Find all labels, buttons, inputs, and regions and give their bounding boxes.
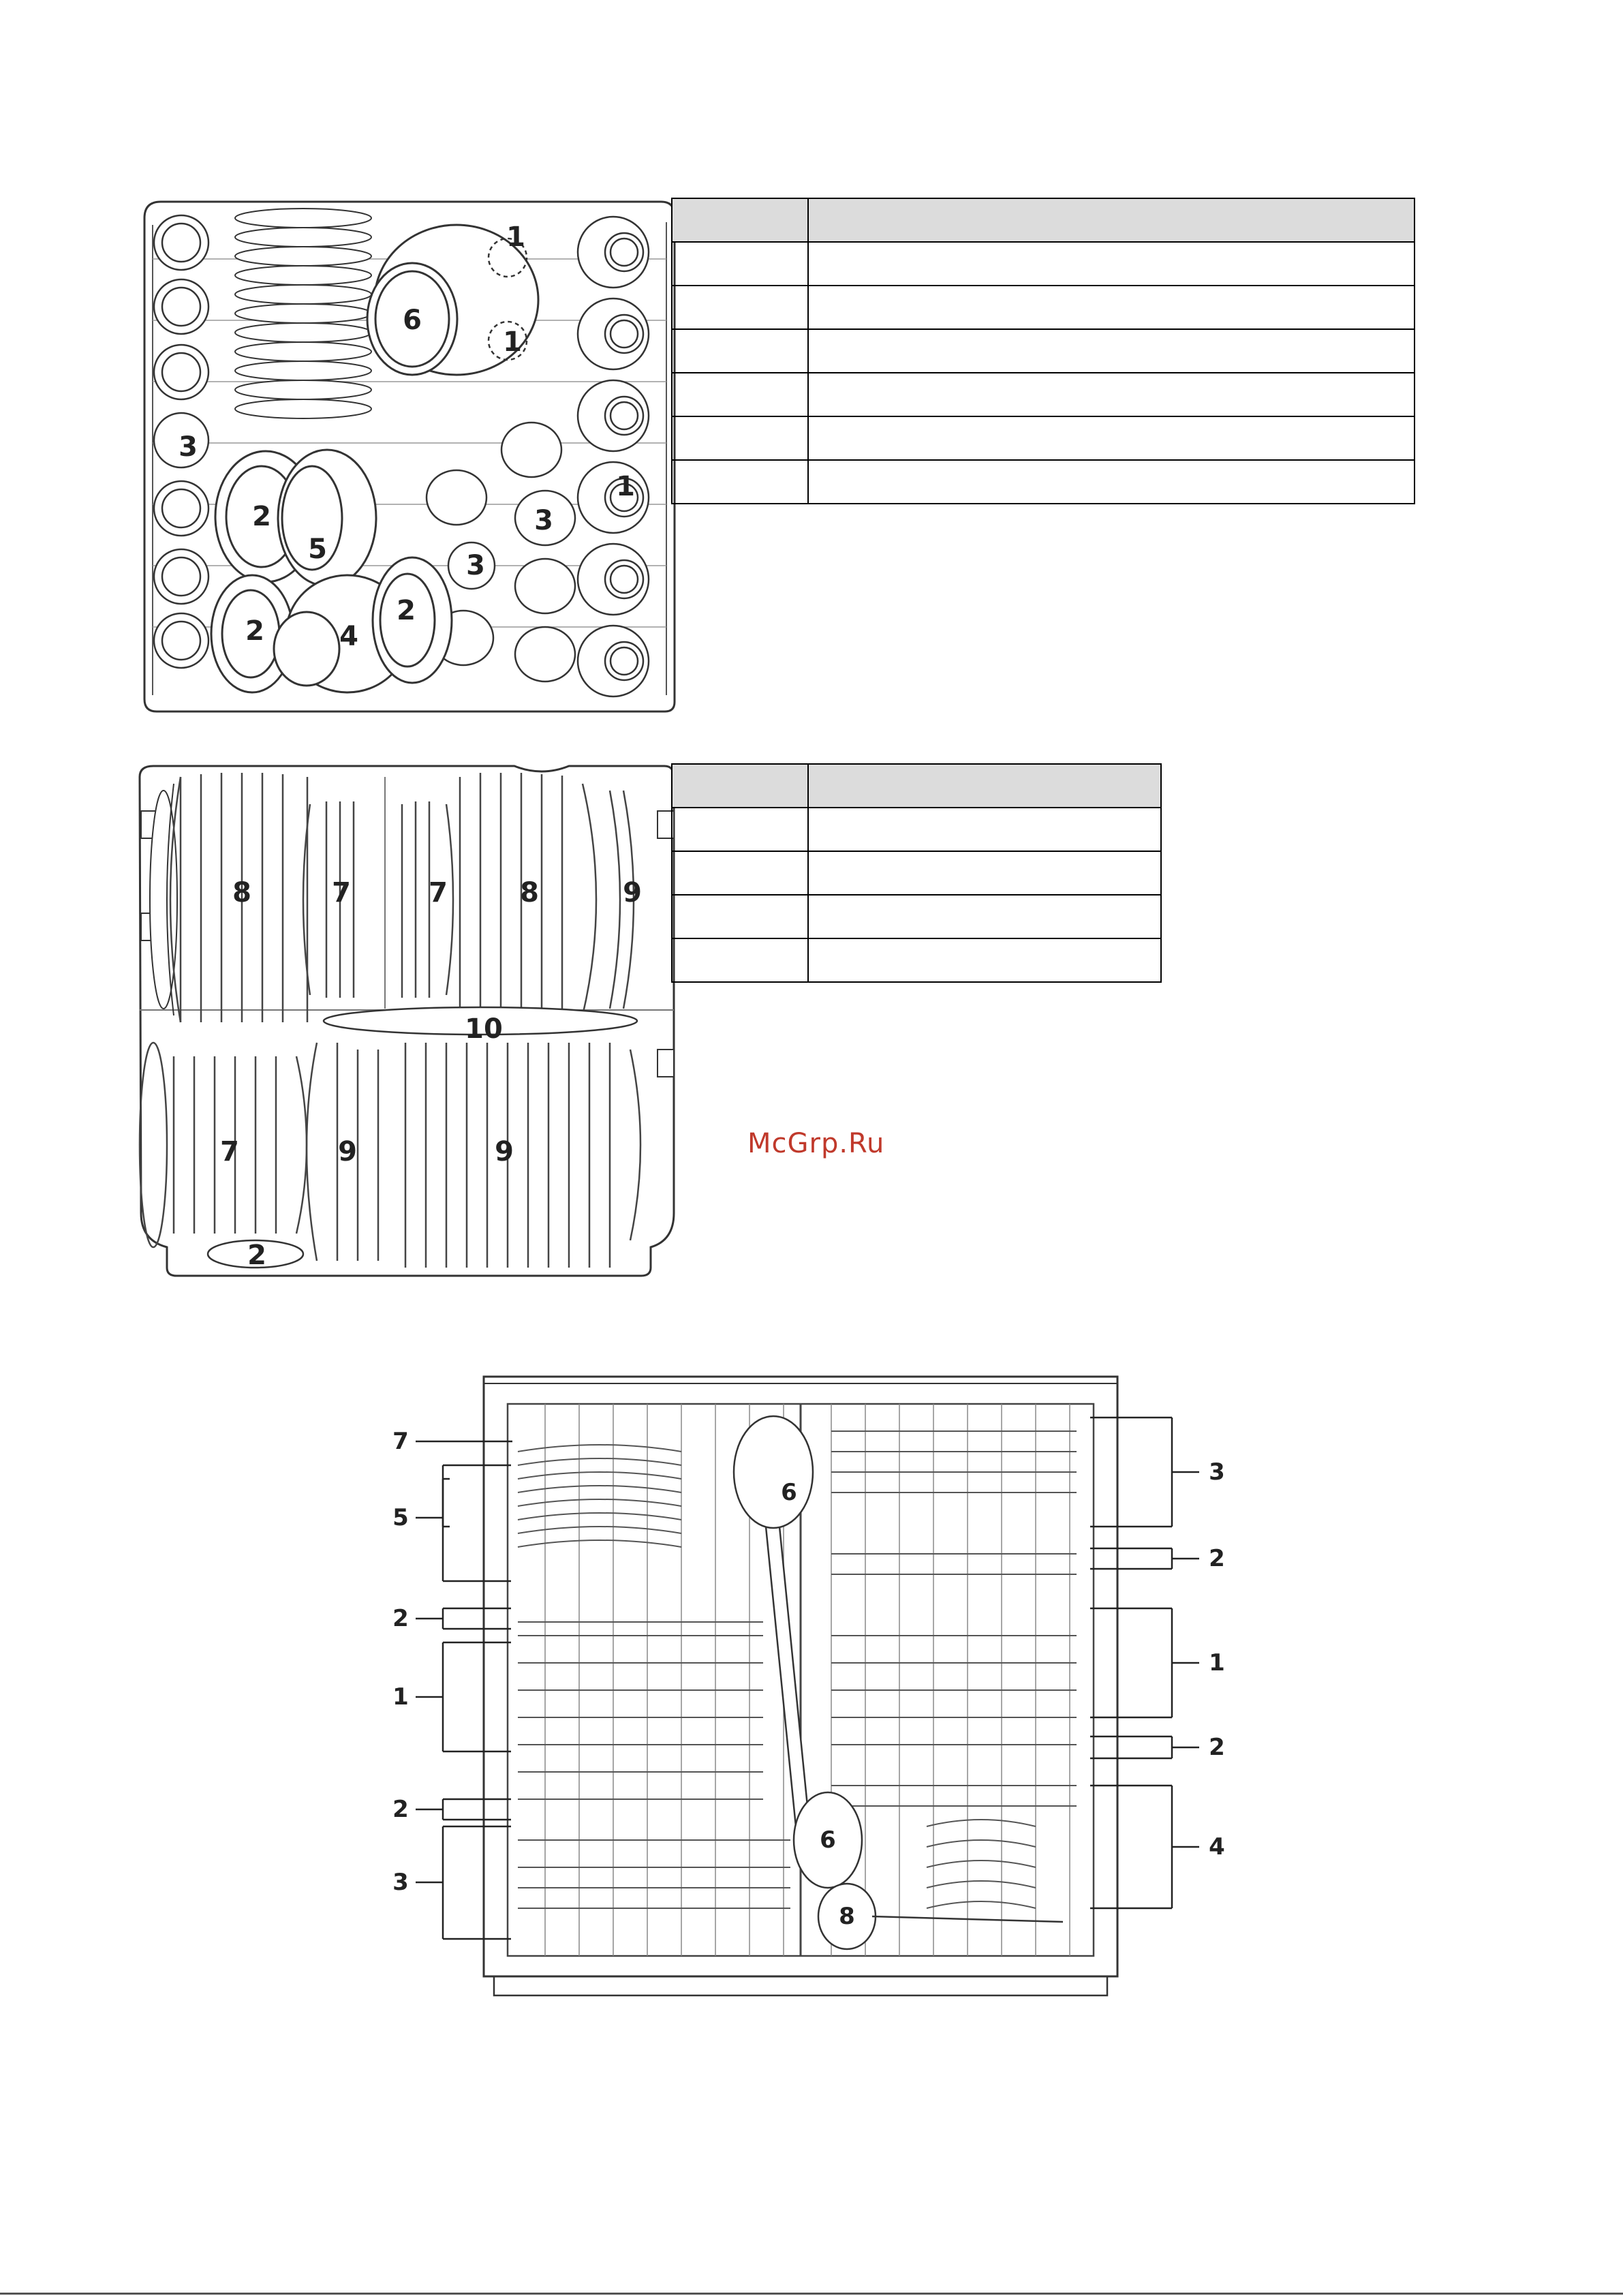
cutlery-inner-callout-8: 8 xyxy=(839,1903,855,1930)
upper-rack-table xyxy=(671,198,1415,504)
lower-rack-table xyxy=(671,763,1162,983)
cutlery-left-callout-1: 1 xyxy=(392,1683,409,1711)
table-row xyxy=(672,460,1415,504)
lower-callout-9a: 9 xyxy=(623,877,642,908)
cutlery-left-callout-7: 7 xyxy=(392,1428,409,1455)
upper-callout-5: 5 xyxy=(308,534,327,565)
cutlery-inner-callout-6a: 6 xyxy=(781,1479,797,1506)
lower-rack-diagram xyxy=(133,763,678,1281)
cutlery-inner-callout-6b: 6 xyxy=(820,1826,836,1854)
cutlery-right-callout-2a: 2 xyxy=(1209,1545,1225,1572)
table-row xyxy=(672,373,1415,416)
upper-callout-2b: 2 xyxy=(245,615,264,647)
cutlery-right-callout-1: 1 xyxy=(1209,1649,1225,1677)
lower-callout-9c: 9 xyxy=(495,1136,514,1167)
upper-callout-2c: 2 xyxy=(397,595,416,626)
lower-callout-9b: 9 xyxy=(338,1136,357,1167)
upper-callout-1a: 1 xyxy=(506,221,525,253)
upper-callout-4: 4 xyxy=(339,621,358,652)
watermark: McGrp.Ru xyxy=(747,1128,885,1159)
cutlery-left-callout-3: 3 xyxy=(392,1869,409,1896)
table-row xyxy=(672,242,1415,286)
lower-callout-2: 2 xyxy=(247,1240,266,1271)
cutlery-right-callout-2b: 2 xyxy=(1209,1734,1225,1761)
lower-callout-8b: 8 xyxy=(520,877,539,908)
table-header-row xyxy=(672,764,1161,808)
table-row xyxy=(672,851,1161,895)
lower-callout-7b: 7 xyxy=(429,877,448,908)
cutlery-right-callout-3: 3 xyxy=(1209,1458,1225,1486)
upper-callout-1b: 1 xyxy=(503,326,522,358)
upper-rack-diagram xyxy=(136,198,681,716)
table-row xyxy=(672,286,1415,329)
upper-callout-3a: 3 xyxy=(179,431,198,463)
table-row xyxy=(672,416,1415,460)
lower-callout-10: 10 xyxy=(465,1013,503,1045)
cutlery-left-callout-2b: 2 xyxy=(392,1796,409,1823)
upper-callout-1c: 1 xyxy=(616,471,635,502)
lower-callout-7c: 7 xyxy=(220,1136,239,1167)
upper-callout-2a: 2 xyxy=(252,501,271,532)
upper-callout-6: 6 xyxy=(403,305,422,336)
table-row xyxy=(672,808,1161,851)
upper-callout-3c: 3 xyxy=(466,550,485,581)
table-row xyxy=(672,938,1161,982)
lower-callout-8a: 8 xyxy=(232,877,251,908)
cutlery-right-callout-4: 4 xyxy=(1209,1833,1225,1861)
page-bottom-rule xyxy=(0,2293,1623,2295)
table-row xyxy=(672,329,1415,373)
cutlery-rack-diagram xyxy=(382,1363,1254,2004)
cutlery-left-callout-2a: 2 xyxy=(392,1605,409,1632)
cutlery-left-callout-5: 5 xyxy=(392,1504,409,1531)
upper-callout-3b: 3 xyxy=(534,505,553,536)
lower-callout-7a: 7 xyxy=(332,877,351,908)
table-header-row xyxy=(672,198,1415,242)
table-row xyxy=(672,895,1161,938)
